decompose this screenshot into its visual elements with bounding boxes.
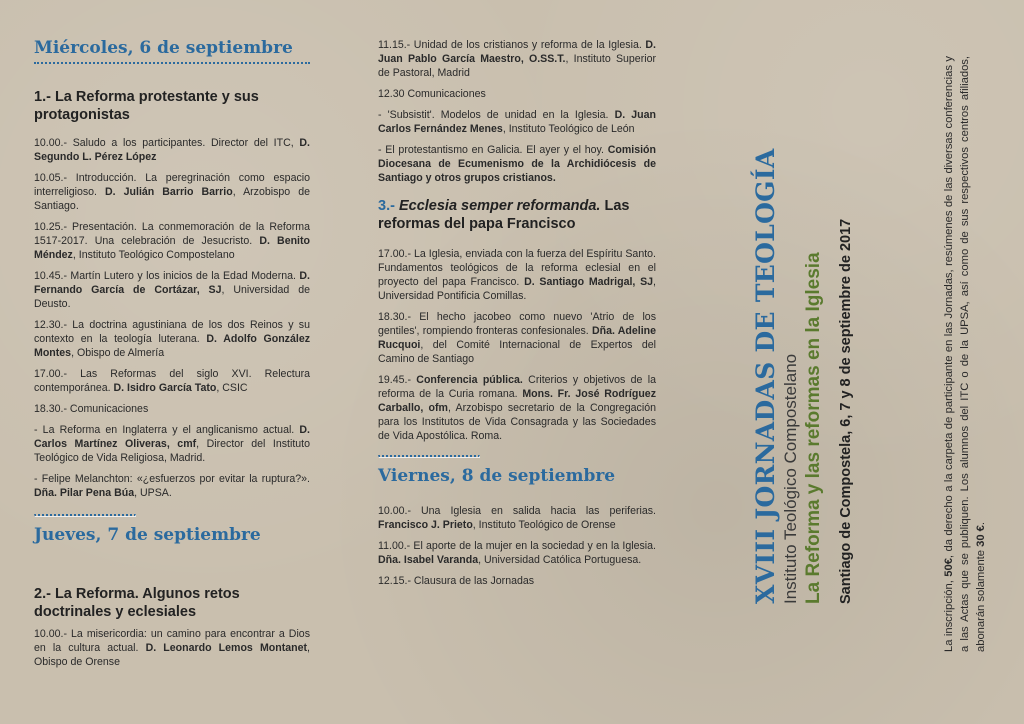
program-item: 10.05.- Introducción. La peregrinación como espacio interreligioso. D. Julián Barrio Barrio, Arzobispo de Santiago. <box>34 172 310 212</box>
day1-items <box>34 136 310 500</box>
main-title: XVIII JORNADAS DE TEOLOGÍA <box>751 148 780 604</box>
program-item: 12.30 Comunicaciones <box>378 88 486 100</box>
section3-title: 3.- Ecclesia semper reformanda. Las reformas del papa Francisco <box>378 198 630 232</box>
column-2 <box>378 0 656 595</box>
program-item: 10.00.- Una Iglesia en salida hacia las periferias. Francisco J. Prieto, Instituto Teológico de Orense <box>378 505 656 531</box>
event-dates: Santiago de Compostela, 6, 7 y 8 de septiembre de 2017 <box>838 218 854 604</box>
section2-title: 2.- La Reforma. Algunos retos doctrinales y eclesiales <box>34 586 240 620</box>
program-item: 10.45.- Martín Lutero y los inicios de la Edad Moderna. D. Fernando García de Cortázar, SJ, Universidad de Deusto. <box>34 270 310 310</box>
section1-title: 1.- La Reforma protestante y sus protagonistas <box>34 89 259 123</box>
cover-title-block <box>752 124 855 604</box>
program-item: 10.25.- Presentación. La conmemoración de la Reforma 1517-2017. Una celebración de Jesucristo. D. Benito Méndez, Instituto Teológico Compostelano <box>34 221 310 261</box>
day3-title: Viernes, 8 de septiembre <box>378 466 616 486</box>
subtitle: La Reforma y las reformas en la Iglesia <box>803 252 824 604</box>
day2-title: Jueves, 7 de septiembre <box>34 525 261 545</box>
day2-items-first <box>34 627 310 669</box>
institute-name: Instituto Teológico Compostelano <box>781 353 800 604</box>
program-item: 11.15.- Unidad de los cristianos y reforma de la Iglesia. D. Juan Pablo García Maestro, O.SS.T., Instituto Superior de Pastoral, Madrid <box>378 39 656 79</box>
day3-items <box>378 504 656 588</box>
program-item: 18.30.- El hecho jacobeo como nuevo 'Atrio de los gentiles', rompiendo fronteras confesionales. Dña. Adeline Rucquoi, del Comité Internacional de Expertos del Camino de Santiago <box>378 311 656 365</box>
program-item: 19.45.- Conferencia pública. Criterios y objetivos de la reforma de la Curia romana. Mons. Fr. José Rodríguez Carballo, ofm, Arzobispo secretario de la Congregación para los Institutos de Vida Consagrada y las Sociedades de Vida Apostólica. Roma. <box>378 374 656 442</box>
program-item: - El protestantismo en Galicia. El ayer y el hoy. Comisión Diocesana de Ecumenismo de la Archidiócesis de Santiago y otros grupos cristianos. <box>378 144 656 184</box>
program-item: 12.30.- La doctrina agustiniana de los dos Reinos y su contexto en la teología luterana. D. Adolfo González Montes, Obispo de Almería <box>34 319 311 359</box>
day1-title: Miércoles, 6 de septiembre <box>34 38 310 64</box>
day2-items-rest <box>378 38 656 185</box>
separator <box>378 455 480 458</box>
program-item: 18.30.- Comunicaciones <box>34 403 149 415</box>
program-item: 10.00.- Saludo a los participantes. Director del ITC, D. Segundo L. Pérez López <box>34 137 310 163</box>
program-item: 11.00.- El aporte de la mujer en la sociedad y en la Iglesia. Dña. Isabel Varanda, Universidad Católica Portuguesa. <box>378 540 656 566</box>
program-item: - 'Subsistit'. Modelos de unidad en la Iglesia. D. Juan Carlos Fernández Menes, Instituto Teológico de León <box>378 109 656 135</box>
program-item: - Felipe Melanchton: «¿esfuerzos por evitar la ruptura?». Dña. Pilar Pena Búa, UPSA. <box>34 473 310 499</box>
program-item: - La Reforma en Inglaterra y el anglicanismo actual. D. Carlos Martínez Oliveras, cmf, Director del Instituto Teológico de Vida Religiosa, Madrid. <box>34 424 310 464</box>
section3-items <box>378 247 656 443</box>
program-item: 10.00.- La misericordia: un camino para encontrar a Dios en la cultura actual. D. Leonardo Lemos Montanet, Obispo de Orense <box>34 628 310 668</box>
separator <box>34 514 136 517</box>
program-item: 17.00.- La Iglesia, enviada con la fuerza del Espíritu Santo. Fundamentos teológicos de la reforma eclesial en el proyecto del papa Francisco. D. Santiago Madrigal, SJ, Universidad Pontificia Comillas. <box>378 248 656 302</box>
program-item: 12.15.- Clausura de las Jornadas <box>378 575 535 587</box>
program-item: 17.00.- Las Reformas del siglo XVI. Relectura contemporánea. D. Isidro García Tato, CSIC <box>34 368 310 394</box>
inscription-text: La inscripción, 50€, da derecho a la carpeta de participante en las Jornadas, resúmenes de las diversas conferencias y a las Actas que se publiquen. Los alumnos del ITC o de la UPSA, así como de sus respectivos centros afiliados, abonarán solamente 30 €. <box>943 56 987 652</box>
column-1 <box>34 0 310 676</box>
